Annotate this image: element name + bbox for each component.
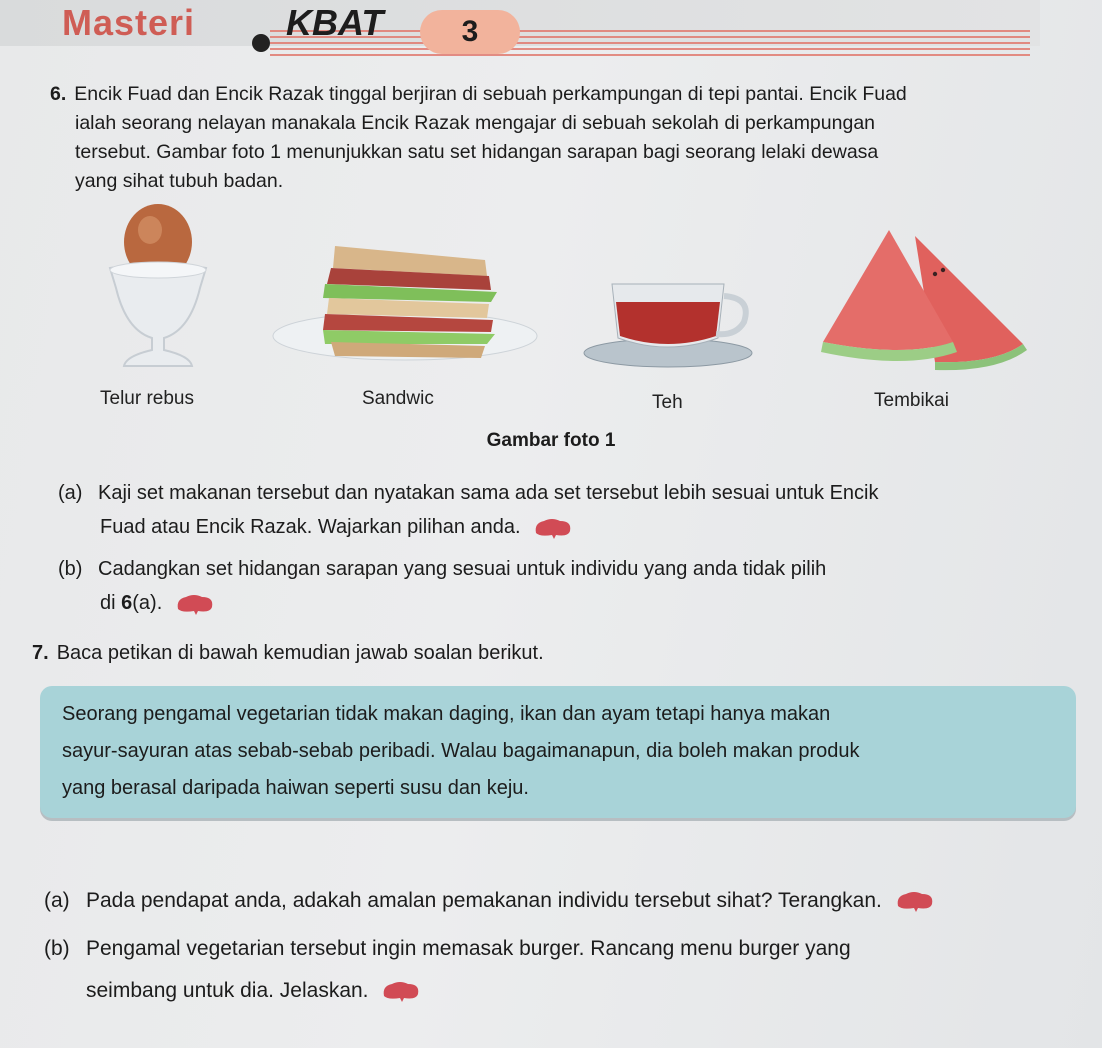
subquestion-text: (a). xyxy=(132,592,163,614)
intro-text: Encik Fuad dan Encik Razak tinggal berjiran di sebuah perkampungan di tepi pantai. Encik Fuad xyxy=(74,83,907,105)
passage-line: sayur-sayuran atas sebab-sebab peribadi. Walau bagaimanapun, dia boleh makan produk xyxy=(62,740,860,762)
section-title: KBAT xyxy=(286,2,384,43)
food-label-telur-rebus: Telur rebus xyxy=(100,388,194,409)
section-number-badge: 3 xyxy=(420,10,520,54)
brain-icon xyxy=(532,517,574,539)
subquestion-label: (b) xyxy=(58,558,83,580)
intro-text: ialah seorang nelayan manakala Encik Razak mengajar di sebuah sekolah di perkampungan xyxy=(75,112,876,134)
series-title: Masteri xyxy=(62,2,196,43)
brain-icon xyxy=(380,980,422,1002)
question-7b xyxy=(44,928,1084,1012)
subquestion-text: Kaji set makanan tersebut dan nyatakan sama ada set tersebut lebih sesuai untuk Encik xyxy=(98,482,879,504)
brain-icon xyxy=(174,593,216,615)
passage-box xyxy=(40,686,1076,818)
header-rule-lines xyxy=(270,30,1030,60)
subquestion-text: seimbang untuk dia. Jelaskan. xyxy=(86,979,369,1002)
subquestion-label: (b) xyxy=(44,937,70,960)
question-6b xyxy=(58,552,1038,620)
question-7-instruction xyxy=(32,642,544,665)
tea-cup-image xyxy=(580,278,760,373)
subquestion-text: di xyxy=(100,592,122,614)
passage-line: yang berasal daripada haiwan seperti susu dan keju. xyxy=(62,777,529,799)
question-number: 7. xyxy=(32,642,49,664)
subquestion-text: Pada pendapat anda, adakah amalan pemakanan individu tersebut sihat? Terangkan. xyxy=(86,889,882,912)
instruction-text: Baca petikan di bawah kemudian jawab soalan berikut. xyxy=(56,642,544,664)
question-reference: 6 xyxy=(121,592,133,614)
food-label-tembikai: Tembikai xyxy=(874,390,949,411)
intro-text: tersebut. Gambar foto 1 menunjukkan satu set hidangan sarapan bagi seorang lelaki dewasa xyxy=(75,141,879,163)
figure-caption: Gambar foto 1 xyxy=(486,430,616,451)
food-label-sandwic: Sandwic xyxy=(362,388,434,409)
section-header xyxy=(0,0,1102,70)
bullet-dot-icon xyxy=(252,34,270,52)
subquestion-text: Fuad atau Encik Razak. Wajarkan pilihan anda. xyxy=(100,516,521,538)
subquestion-label: (a) xyxy=(44,889,70,912)
brain-icon xyxy=(894,890,936,912)
passage-text xyxy=(62,696,1062,807)
sandwich-image xyxy=(265,238,545,368)
subquestion-text: Cadangkan set hidangan sarapan yang sesuai untuk individu yang anda tidak pilih xyxy=(98,558,827,580)
boiled-egg-image xyxy=(100,200,220,375)
question-6a xyxy=(58,476,1038,544)
subquestion-text: Pengamal vegetarian tersebut ingin memasak burger. Rancang menu burger yang xyxy=(86,937,851,960)
question-6-intro xyxy=(50,80,1030,196)
question-7a xyxy=(44,880,1084,922)
food-label-teh: Teh xyxy=(652,392,683,413)
passage-line: Seorang pengamal vegetarian tidak makan daging, ikan dan ayam tetapi hanya makan xyxy=(62,703,831,725)
intro-text: yang sihat tubuh badan. xyxy=(75,170,284,192)
question-number: 6. xyxy=(50,83,67,105)
subquestion-label: (a) xyxy=(58,482,83,504)
watermelon-image xyxy=(815,226,1030,371)
